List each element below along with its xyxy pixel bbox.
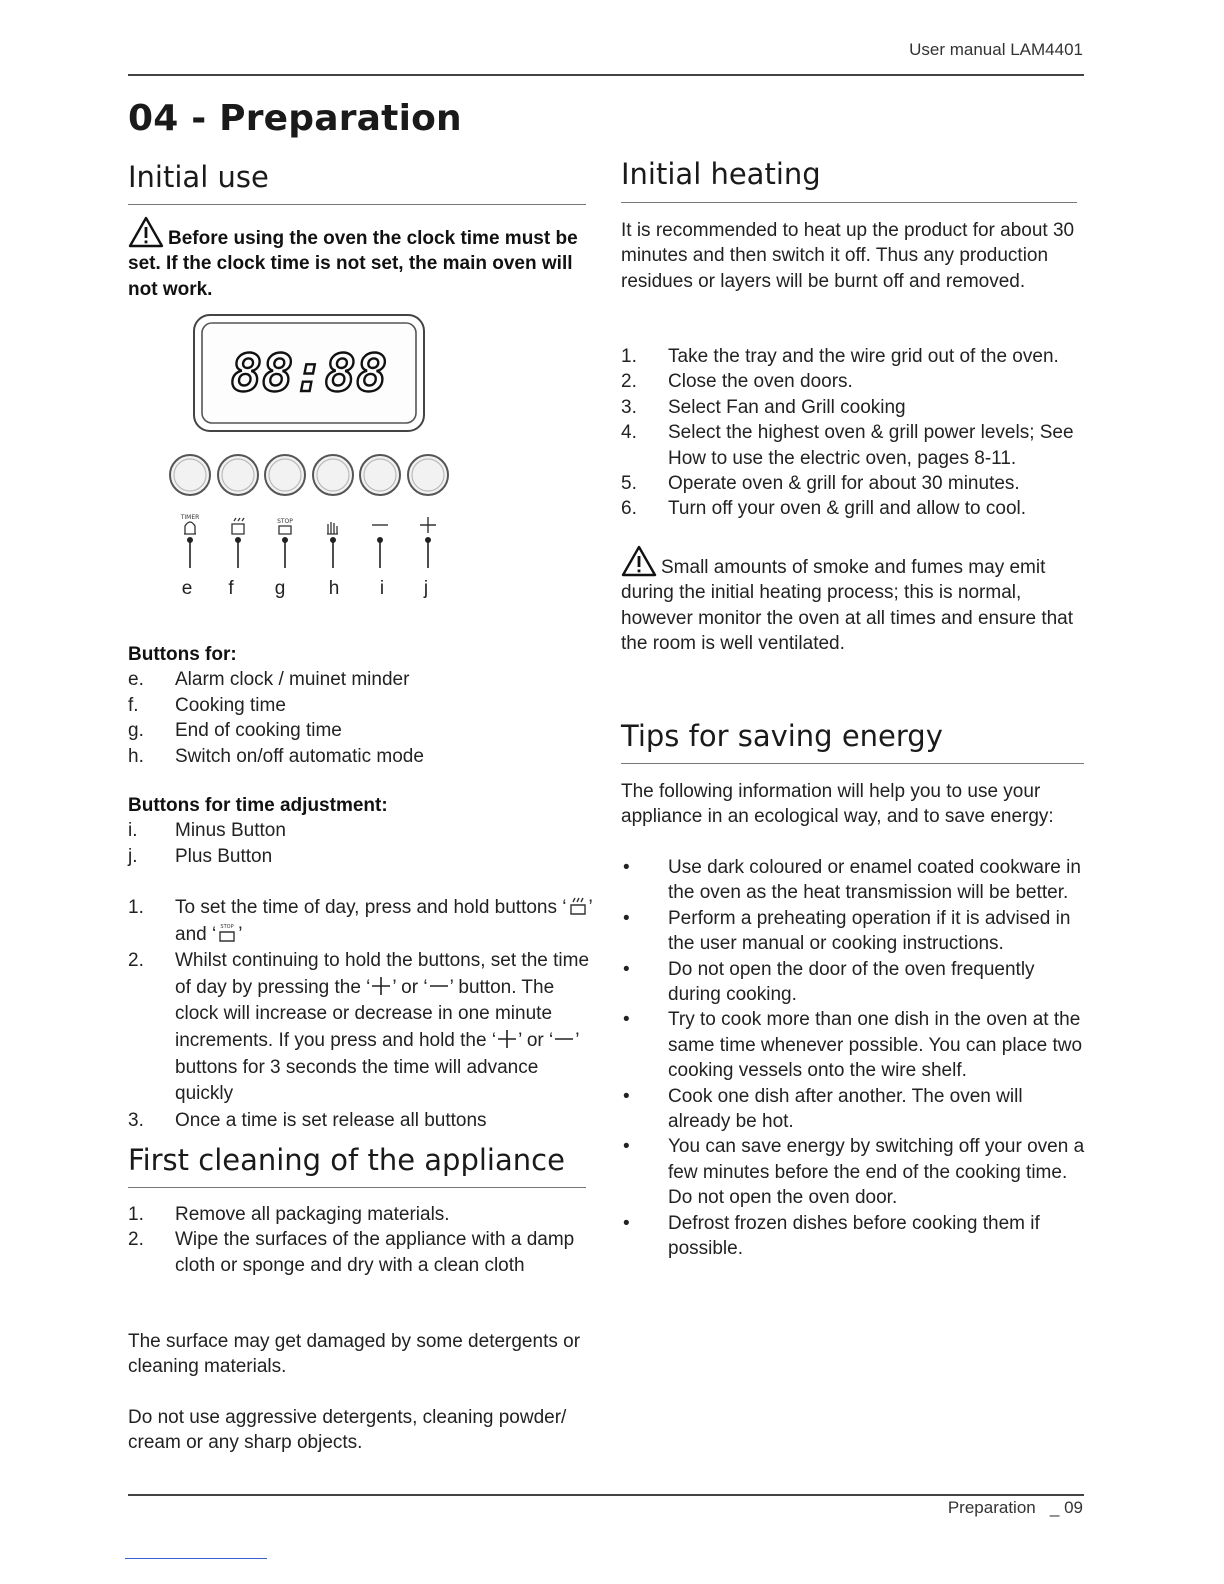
list-item: 5. Operate oven & grill for about 30 minutes.	[621, 473, 1020, 495]
clock-digits: 88:88	[230, 344, 388, 404]
knob-h	[313, 455, 353, 495]
list-item: 3. Once a time is set release all buttons	[128, 1109, 487, 1131]
section-title-first-cleaning: First cleaning of the appliance	[128, 1143, 565, 1177]
knob-j	[408, 455, 448, 495]
stop-label: STOP	[277, 518, 293, 525]
plus-icon	[370, 975, 392, 997]
warning-icon	[128, 216, 164, 248]
smoke-warning	[621, 545, 1083, 657]
list-item: i. Minus Button	[128, 820, 286, 842]
list-item: f. Cooking time	[128, 694, 286, 716]
list-item: • Use dark coloured or enamel coated cookware in the oven as the heat transmission will be better.	[623, 857, 1081, 904]
list-item: • Perform a preheating operation if it is advised in the user manual or cooking instructions.	[623, 907, 1071, 955]
end-cooking-icon	[216, 922, 238, 944]
tips-intro: The following information will help you to use your appliance in an ecological way, and to save energy:	[621, 781, 1054, 828]
callout-j: j	[423, 578, 429, 599]
callout-h: h	[328, 578, 340, 599]
callout-e: e	[181, 578, 193, 599]
list-item: 1. Take the tray and the wire grid out of the oven.	[621, 346, 1059, 367]
section-rule	[621, 763, 1084, 764]
cleaning-note-aggressive: Do not use aggressive detergents, cleaning powder/ cream or any sharp objects.	[128, 1407, 567, 1454]
section-rule	[128, 1187, 586, 1188]
callout-i: i	[379, 578, 385, 599]
knob-i	[360, 455, 400, 495]
list-item: • Try to cook more than one dish in the oven at the same time whenever possible. You can place two cooking vessels onto the wire shelf.	[623, 1009, 1083, 1082]
knob-g	[265, 455, 305, 495]
list-item: h. Switch on/off automatic mode	[128, 745, 424, 767]
time-adjust-title: Buttons for time adjustment:	[128, 795, 388, 816]
cooking-time-icon	[567, 895, 589, 917]
minus-icon	[553, 1028, 575, 1050]
page-number: _ 09	[1049, 1498, 1083, 1517]
control-panel-diagram	[160, 312, 460, 612]
footer-link-underline[interactable]	[125, 1558, 267, 1559]
header-rule	[128, 74, 1084, 76]
timer-label: TIMER	[180, 514, 200, 521]
knob-f	[218, 455, 258, 495]
list-item: e. Alarm clock / muinet minder	[128, 669, 410, 691]
section-rule	[621, 202, 1077, 203]
list-item: 6. Turn off your oven & grill and allow to cool.	[621, 498, 1027, 520]
list-item: 4. Select the highest oven & grill power levels; See How to use the electric oven, pages 8-11.	[621, 422, 1074, 469]
list-item: 2. Wipe the surfaces of the appliance with a damp cloth or sponge and dry with a clean cloth	[128, 1229, 575, 1276]
list-item: g. End of cooking time	[128, 720, 342, 742]
list-item: j. Plus Button	[128, 845, 273, 867]
list-item: 1. Remove all packaging materials.	[128, 1204, 450, 1225]
section-title-tips: Tips for saving energy	[621, 719, 943, 753]
section-rule	[128, 204, 586, 205]
document-title: User manual LAM4401	[909, 40, 1083, 59]
control-knob-row	[170, 455, 448, 495]
list-item: • Cook one dish after another. The oven will already be hot.	[623, 1085, 1023, 1133]
cooking-time-icon	[232, 518, 244, 534]
callout-g: g	[274, 578, 286, 599]
section-title-initial-heating: Initial heating	[621, 157, 821, 191]
warning-icon	[621, 545, 657, 577]
list-item: • You can save energy by switching off your oven a few minutes before the end of the cooking time. Do not open the oven door.	[623, 1136, 1085, 1209]
footer-section: Preparation	[947, 1498, 1036, 1517]
cleaning-note-detergents: The surface may get damaged by some detergents or cleaning materials.	[128, 1331, 581, 1378]
smoke-warning-text: Small amounts of smoke and fumes may emit during the initial heating process; this is normal, however monitor the oven at all times and ensure that the room is well ventilated.	[621, 557, 1074, 655]
buttons-for-block	[128, 642, 594, 769]
end-time-icon	[279, 526, 291, 534]
list-item: 2. Close the oven doors.	[621, 371, 853, 393]
svg-text:STOP: STOP	[220, 923, 234, 930]
knob-e	[170, 455, 210, 495]
list-item: • Defrost frozen dishes before cooking them if possible.	[623, 1212, 1040, 1260]
minus-icon	[428, 975, 450, 997]
list-item: • Do not open the door of the oven frequently during cooking.	[623, 958, 1035, 1006]
heating-intro: It is recommended to heat up the product for about 30 minutes and then switch it off. Thus any production residues or layers will be burnt off and removed.	[621, 220, 1075, 292]
clock-warning	[128, 216, 594, 302]
chapter-title: 04 - Preparation	[128, 98, 462, 139]
list-item: 3. Select Fan and Grill cooking	[621, 396, 906, 418]
footer-rule	[128, 1494, 1084, 1496]
time-adjust-block	[128, 793, 594, 869]
list-item: 2. Whilst continuing to hold the buttons, set the time of day by pressing the ‘ ’ or ‘ ’ button. The clock will increase or decrease in one minute increments. If you press and hold the ‘ ’ or ‘ ’ buttons for 3 seconds the time will advance quickly	[128, 950, 590, 1105]
section-title-initial-use: Initial use	[128, 160, 269, 194]
set-time-steps	[128, 895, 594, 1134]
plus-icon	[420, 517, 436, 533]
bell-icon	[184, 522, 196, 534]
footer-page-label	[948, 1498, 1083, 1518]
hand-icon	[327, 522, 338, 534]
buttons-for-title: Buttons for:	[128, 644, 237, 665]
callout-f: f	[228, 578, 234, 599]
heating-steps	[621, 344, 1087, 522]
tips-list	[621, 855, 1087, 1262]
plus-icon	[496, 1028, 518, 1050]
list-item: 1. To set the time of day, press and hold buttons ‘ ’ and ‘ STOP ’	[128, 897, 593, 945]
clock-warning-text: Before using the oven the clock time must be set. If the clock time is not set, the main oven will not work.	[128, 228, 578, 300]
cleaning-steps	[128, 1202, 594, 1278]
